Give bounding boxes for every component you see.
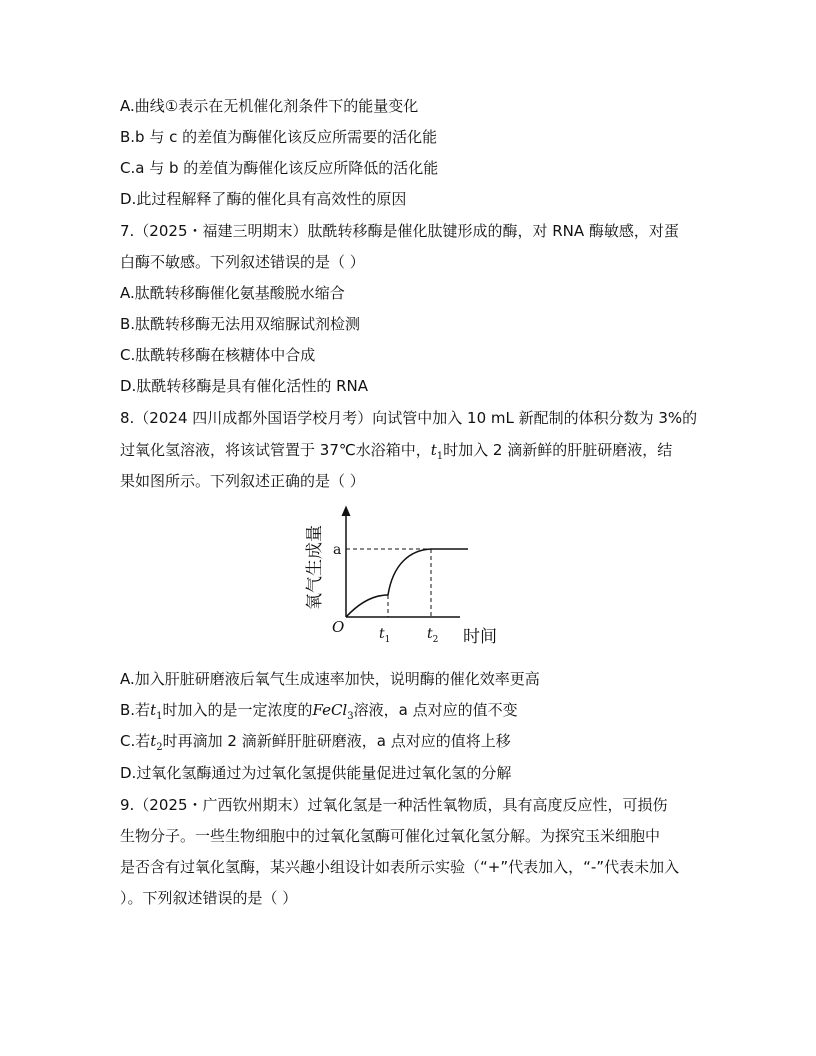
q8-stem-line2: 过氧化氢溶液，将该试管置于 37℃水浴箱中，$t_1$时加入 2 滴新鲜的肝脏研磨液，结 <box>120 441 673 462</box>
x-axis-label: 时间 <box>463 627 497 647</box>
origin-label: O <box>332 618 345 636</box>
q8-option-b: B.若$t_1$时加入的是一定浓度的FeCl$_3$溶液，a 点对应的值不变 <box>120 701 518 722</box>
q7-option-d: D.肽酰转移酶是具有催化活性的 RNA <box>120 377 368 395</box>
q8-option-a: A.加入肝脏研磨液后氧气生成速率加快，说明酶的催化效率更高 <box>120 670 540 688</box>
q8-option-d: D.过氧化氢酶通过为过氧化氢提供能量促进过氧化氢的分解 <box>120 764 512 782</box>
q9-stem-line3: 是否含有过氧化氢酶，某兴趣小组设计如表所示实验（“+”代表加入，“-”代表未加入 <box>120 858 680 876</box>
curve-after-t1 <box>388 549 468 595</box>
q7-option-a: A.肽酰转移酶催化氨基酸脱水缩合 <box>120 284 345 302</box>
q7-option-c: C.肽酰转移酶在核糖体中合成 <box>120 346 316 364</box>
q6-option-d: D.此过程解释了酶的催化具有高效性的原因 <box>120 190 407 208</box>
q8-option-c: C.若$t_2$时再滴加 2 滴新鲜肝脏研磨液，a 点对应的值将上移 <box>120 732 511 753</box>
q6-option-b: B.b 与 c 的差值为酶催化该反应所需要的活化能 <box>120 128 438 146</box>
q7-stem-line2: 白酶不敏感。下列叙述错误的是（ ） <box>120 253 365 271</box>
q9-stem-line4: ）。下列叙述错误的是（ ） <box>120 889 298 907</box>
a-label: a <box>333 542 342 558</box>
q6-option-c: C.a 与 b 的差值为酶催化该反应所降低的活化能 <box>120 159 439 177</box>
t2-label: $t_2$ <box>427 626 439 645</box>
q7-stem-line1: 7.（2025・福建三明期末）肽酰转移酶是催化肽键形成的酶，对 RNA 酶敏感，对蛋 <box>120 222 679 240</box>
q9-stem-line2: 生物分子。一些生物细胞中的过氧化氢酶可催化过氧化氢分解。为探究玉米细胞中 <box>120 827 661 845</box>
q7-option-b: B.肽酰转移酶无法用双缩脲试剂检测 <box>120 315 361 333</box>
q6-option-a: A.曲线①表示在无机催化剂条件下的能量变化 <box>120 97 419 115</box>
q8-stem-line1: 8.（2024 四川成都外国语学校月考）向试管中加入 10 mL 新配制的体积分数为 3%的 <box>120 409 698 427</box>
t1-variable: $t_1$ <box>430 441 444 462</box>
curve-before-t1 <box>346 595 388 617</box>
q9-stem-line1: 9.（2025・广西钦州期末）过氧化氢是一种活性氧物质，具有高度反应性，可损伤 <box>120 796 668 814</box>
q8-stem-line3: 果如图所示。下列叙述正确的是（ ） <box>120 472 365 490</box>
oxygen-time-graph <box>298 502 518 652</box>
y-axis-label: 氧气生成量 <box>305 525 325 610</box>
t1-label: $t_1$ <box>379 626 391 645</box>
